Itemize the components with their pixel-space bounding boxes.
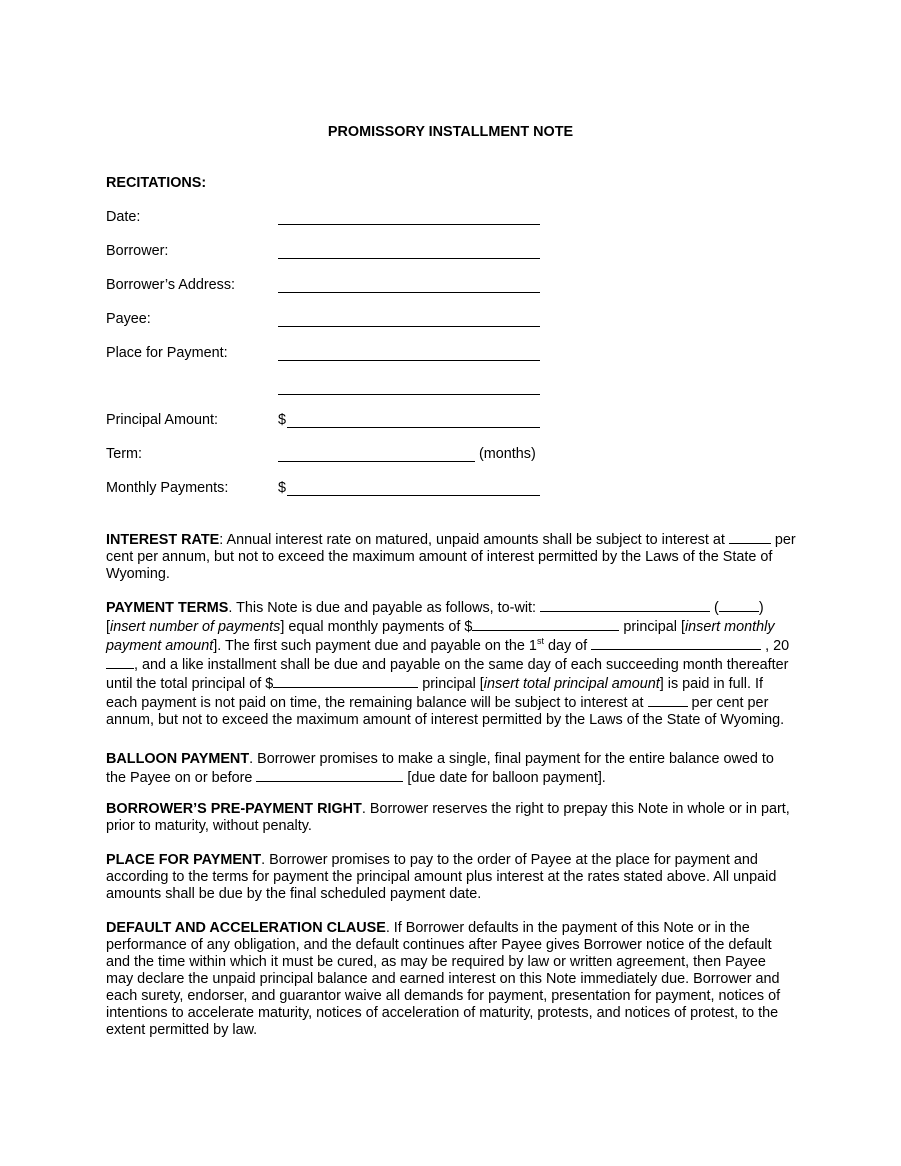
default-clause-heading: DEFAULT AND ACCELERATION CLAUSE [106, 920, 386, 936]
interest-rate-text-2: per cent per annum, but not to exceed the maximum amount of interest permitted by the Laws of the State of Wyoming. [106, 532, 796, 582]
place-for-payment-text: . Borrower promises to pay to the order of Payee at the place for payment and according to the terms for payment the principal amount plus interest at the rates stated above. All unpaid amounts shall be due by the final scheduled payment date. [106, 852, 777, 902]
payment-terms-text: ] is paid in full. If each payment is not paid on time, the remaining balance will be subject to interest at [106, 676, 763, 711]
recitations-heading: RECITATIONS: [106, 175, 207, 191]
payment-terms-text: principal [ [418, 676, 484, 692]
payment-terms-italic: insert monthly payment amount [106, 619, 775, 654]
principal-amount-row [106, 412, 546, 432]
payment-terms-text: per cent per annum, but not to exceed the maximum amount of interest permitted by the Laws of the State of Wyoming. [106, 695, 785, 728]
number-of-payments-blank[interactable] [540, 598, 710, 612]
balloon-due-date-blank[interactable] [256, 768, 403, 782]
borrower-blank[interactable] [278, 258, 540, 259]
place-for-payment-row [106, 345, 546, 365]
late-interest-blank[interactable] [648, 693, 688, 707]
payee-label: Payee: [106, 311, 151, 327]
payment-terms-text: , 20 [761, 638, 790, 654]
borrower-label: Borrower: [106, 243, 169, 259]
monthly-payments-blank[interactable] [287, 495, 540, 496]
payment-terms-text: . This Note is due and payable as follows, to-wit: [228, 600, 541, 616]
default-clause-paragraph [106, 920, 796, 1039]
balloon-payment-paragraph [106, 751, 796, 787]
interest-rate-heading: INTEREST RATE [106, 532, 220, 548]
balloon-payment-heading: BALLOON PAYMENT [106, 751, 250, 767]
monthly-payments-label: Monthly Payments: [106, 480, 229, 496]
prepayment-paragraph [106, 801, 796, 835]
term-label: Term: [106, 446, 142, 462]
monthly-payments-row [106, 480, 546, 500]
first-payment-year-blank[interactable] [106, 655, 134, 669]
prepayment-text: . Borrower reserves the right to prepay this Note in whole or in part, prior to maturity, without penalty. [106, 801, 790, 834]
payment-terms-text: principal [ [619, 619, 685, 635]
monthly-dollar-sign: $ [278, 480, 287, 496]
payment-terms-italic: insert number of payments [110, 619, 281, 635]
payee-blank[interactable] [278, 326, 540, 327]
interest-rate-blank[interactable] [729, 530, 771, 544]
borrower-address-label: Borrower’s Address: [106, 277, 236, 293]
interest-rate-text-1: : Annual interest rate on matured, unpaid amounts shall be subject to interest at [219, 532, 729, 548]
payment-terms-heading: PAYMENT TERMS [106, 600, 229, 616]
first-payment-month-blank[interactable] [591, 636, 761, 650]
payment-terms-italic: insert total principal amount [483, 676, 660, 692]
principal-amount-blank[interactable] [287, 427, 540, 428]
payment-terms-text: day of [543, 638, 592, 654]
principal-amount-label: Principal Amount: [106, 412, 218, 428]
place-for-payment-row-2 [106, 379, 546, 399]
borrower-row [106, 243, 546, 263]
interest-rate-paragraph [106, 530, 796, 583]
place-for-payment-blank-2[interactable] [278, 394, 540, 395]
payment-terms-text: ( [710, 600, 719, 616]
payment-terms-text: ) [ [106, 600, 764, 635]
monthly-payment-amount-blank[interactable] [472, 617, 619, 631]
payment-terms-paragraph [106, 598, 796, 729]
ordinal-superscript: st [536, 636, 544, 647]
date-blank[interactable] [278, 224, 540, 225]
term-months-suffix: (months) [479, 446, 536, 462]
balloon-payment-text: [due date for balloon payment]. [403, 770, 606, 786]
place-for-payment-blank[interactable] [278, 360, 540, 361]
principal-dollar-sign: $ [278, 412, 287, 428]
place-for-payment-paragraph [106, 852, 796, 903]
term-row [106, 446, 546, 466]
document-title: PROMISSORY INSTALLMENT NOTE [327, 124, 574, 140]
date-row [106, 209, 546, 229]
term-blank[interactable] [278, 461, 475, 462]
default-clause-text: . If Borrower defaults in the payment of this Note or in the performance of any obligation, and the default continues after Payee gives Borrower notice of the default and the time within which it must be cured, as may be required by law or written agreement, then Payee may declare the unpaid principal balance and earned interest on this Note immediately due. Borrower and each surety, endorser, and guarantor waive all demands for payment, presentation for payment, notices of intentions to accelerate maturity, notices of acceleration of maturity, protests, and notices of protest, to the extent permitted by law. [106, 920, 781, 1038]
payee-row [106, 311, 546, 331]
date-label: Date: [106, 209, 141, 225]
balloon-payment-text: . Borrower promises to make a single, final payment for the entire balance owed to the Payee on or before [106, 751, 774, 786]
payment-terms-text: ] equal monthly payments of $ [280, 619, 473, 635]
payment-terms-text: ]. The first such payment due and payable on the 1 [213, 638, 537, 654]
number-of-payments-digits-blank[interactable] [719, 598, 759, 612]
place-for-payment-heading: PLACE FOR PAYMENT [106, 852, 262, 868]
place-for-payment-label: Place for Payment: [106, 345, 228, 361]
borrower-address-blank[interactable] [278, 292, 540, 293]
total-principal-blank[interactable] [273, 674, 418, 688]
borrower-address-row [106, 277, 546, 297]
prepayment-heading: BORROWER’S PRE-PAYMENT RIGHT [106, 801, 362, 817]
payment-terms-text: , and a like installment shall be due and payable on the same day of each succeeding month thereafter until the total principal of $ [106, 657, 789, 692]
